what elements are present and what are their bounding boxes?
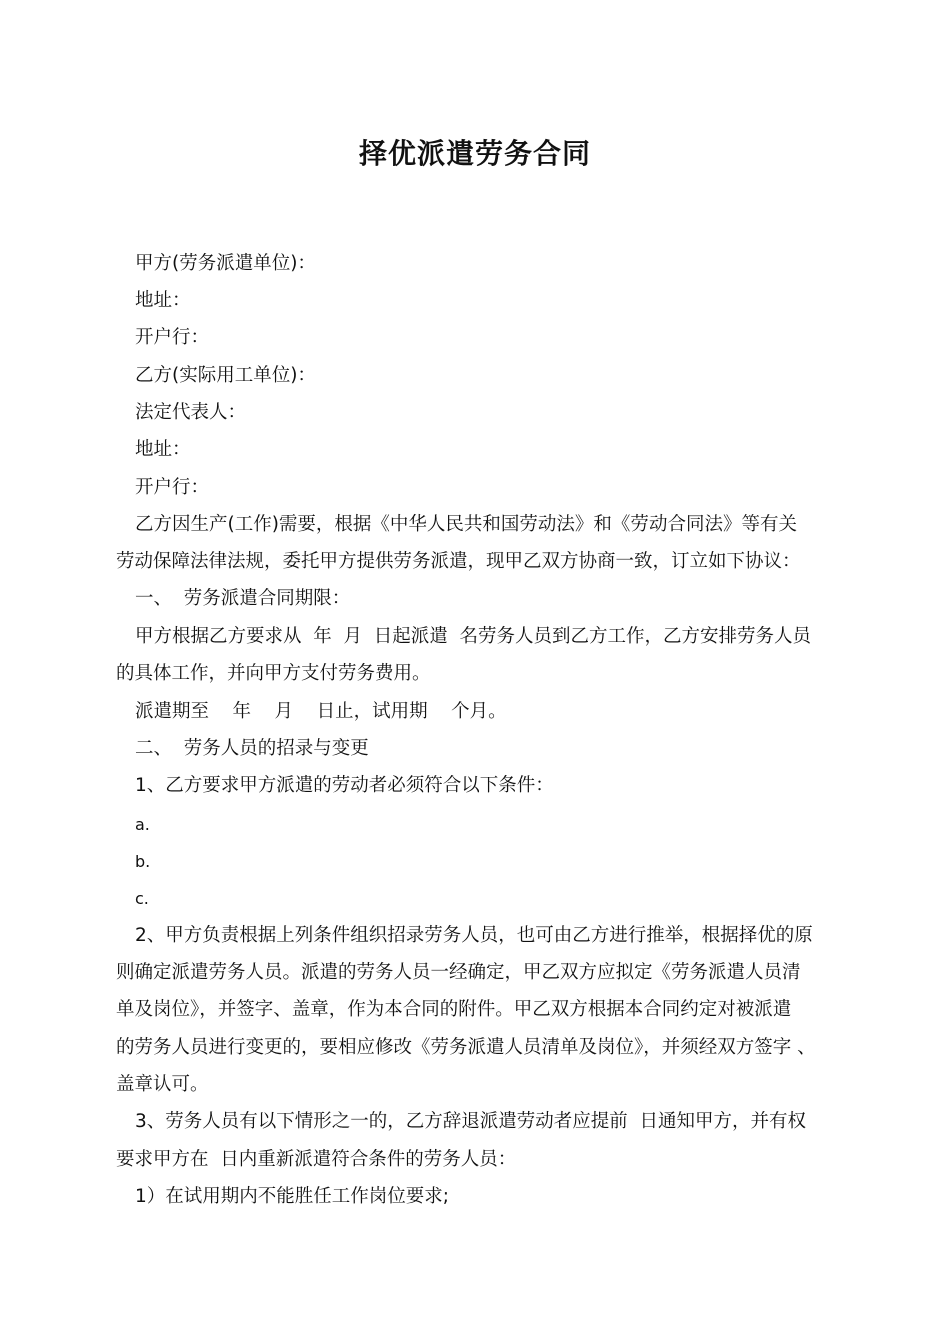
party-a-bank-label: 开户行： bbox=[135, 327, 210, 348]
clause-2-line-3: 单及岗位》，并签字、盖章，作为本合同的附件。甲乙双方根据本合同约定对被派遣 bbox=[116, 999, 792, 1020]
clause-3-line-1: 3、劳务人员有以下情形之一的，乙方辞退派遣劳动者应提前 日通知甲方，并有权 bbox=[135, 1111, 807, 1132]
party-b-bank-label: 开户行： bbox=[135, 477, 210, 498]
party-a-address-label: 地址： bbox=[135, 290, 191, 311]
preamble-line-1: 乙方因生产(工作)需要，根据《中华人民共和国劳动法》和《劳动合同法》等有关 bbox=[135, 514, 797, 535]
dispatch-period-line: 派遣期至 年 月 日止，试用期 个月。 bbox=[135, 701, 507, 722]
condition-b: b. bbox=[135, 852, 151, 871]
party-a-label: 甲方(劳务派遣单位)： bbox=[135, 253, 316, 274]
clause-1-line: 1、乙方要求甲方派遣的劳动者必须符合以下条件： bbox=[135, 775, 554, 796]
legal-representative-label: 法定代表人： bbox=[135, 402, 247, 423]
clause-3-item-1: 1）在试用期内不能胜任工作岗位要求; bbox=[135, 1186, 450, 1207]
document-title: 择优派遣劳务合同 bbox=[358, 137, 591, 170]
condition-c: c. bbox=[135, 889, 149, 908]
clause-3-line-2: 要求甲方在 日内重新派遣符合条件的劳务人员： bbox=[116, 1149, 517, 1170]
section-1-heading: 一、 劳务派遣合同期限： bbox=[135, 588, 351, 609]
party-b-label: 乙方(实际用工单位)： bbox=[135, 365, 316, 386]
section-1-paragraph-line-1: 甲方根据乙方要求从 年 月 日起派遣 名劳务人员到乙方工作，乙方安排劳务人员 bbox=[135, 626, 812, 647]
clause-2-line-1: 2、甲方负责根据上列条件组织招录劳务人员，也可由乙方进行推举，根据择优的原 bbox=[135, 925, 813, 946]
clause-2-line-2: 则确定派遣劳务人员。派遣的劳务人员一经确定，甲乙双方应拟定《劳务派遣人员清 bbox=[116, 962, 801, 983]
section-1-paragraph-line-2: 的具体工作，并向甲方支付劳务费用。 bbox=[116, 663, 431, 684]
party-b-address-label: 地址： bbox=[135, 439, 191, 460]
clause-2-line-5: 盖章认可。 bbox=[116, 1074, 209, 1095]
clause-2-line-4: 的劳务人员进行变更的，要相应修改《劳务派遣人员清单及岗位》，并须经双方签字 、 bbox=[116, 1037, 816, 1058]
preamble-line-2: 劳动保障法律法规，委托甲方提供劳务派遣，现甲乙双方协商一致，订立如下协议： bbox=[116, 551, 801, 572]
condition-a: a. bbox=[135, 815, 150, 834]
section-2-heading: 二、 劳务人员的招录与变更 bbox=[135, 738, 369, 759]
